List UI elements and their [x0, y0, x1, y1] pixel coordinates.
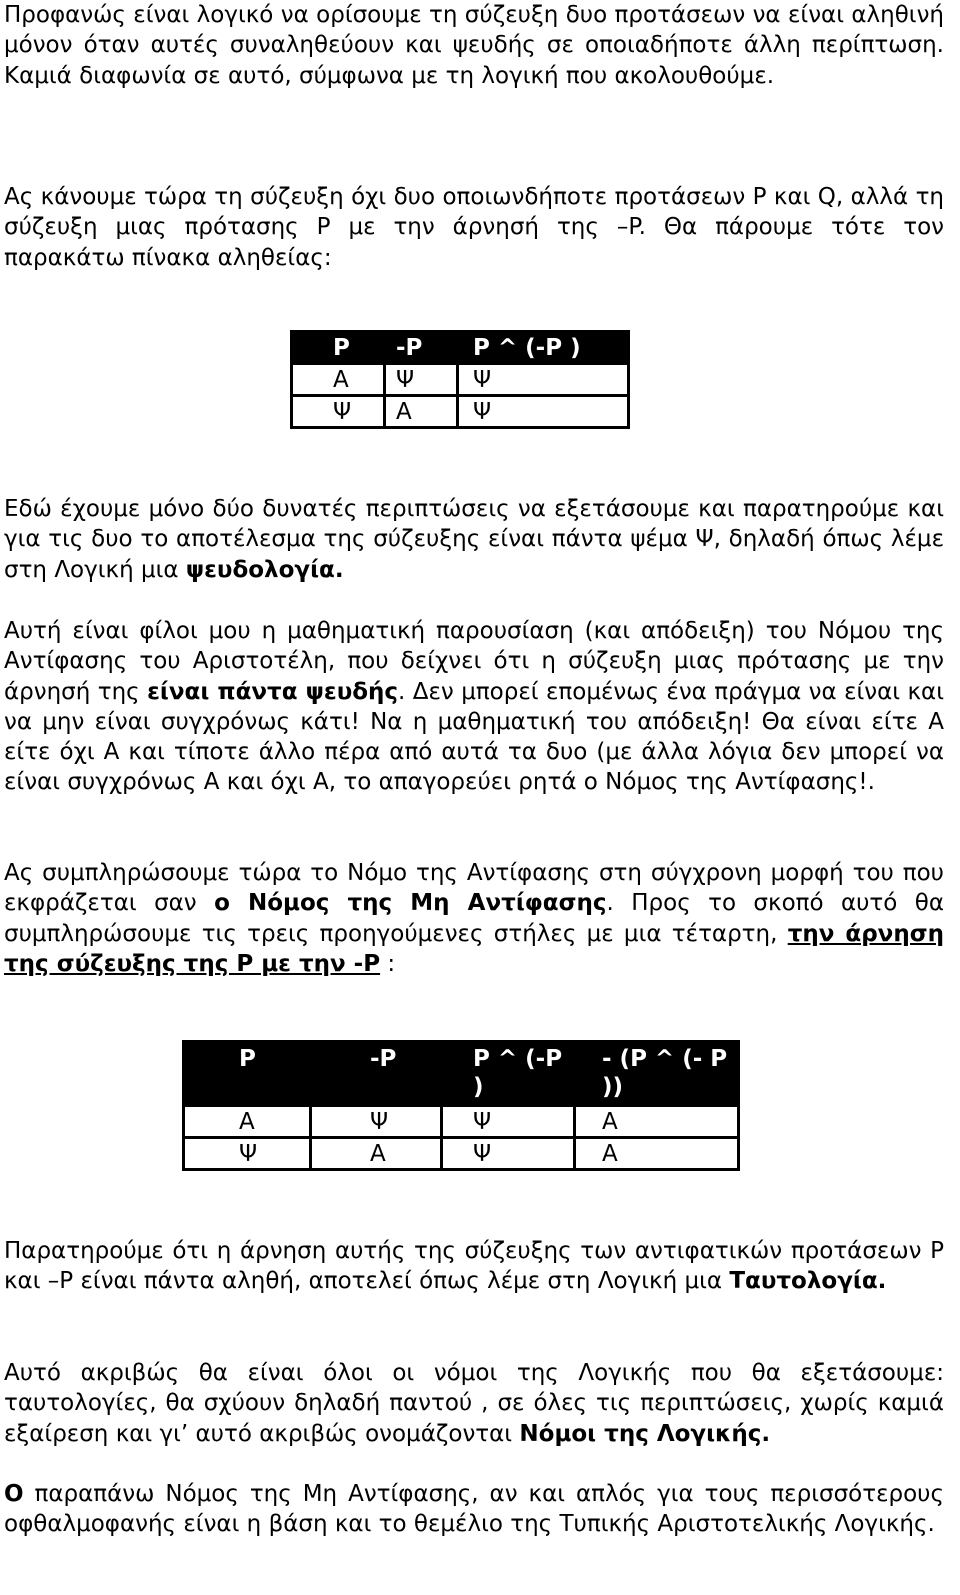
- t1-header-p: P: [292, 332, 385, 364]
- t2-cell: Ψ: [184, 1138, 311, 1170]
- paragraph-7-text: Αυτό ακριβώς θα είναι όλοι οι νόμοι της Λογικής που θα εξετάσουμε: ταυτολογίες, θα σχύουν δηλαδή παντού , σε όλες τις περιπτώσεις, χωρίς καμιά εξαίρεση και γι’ αυτό ακριβώς ονομάζονται: [4, 1360, 944, 1447]
- t1-cell: Α: [385, 396, 458, 428]
- paragraph-5-bold-2: την άρνηση της σύζευξης της P με την -P: [4, 920, 944, 977]
- paragraph-5-bold-1: ο Νόμος της Μη Αντίφασης: [214, 890, 607, 917]
- t2-cell: Ψ: [311, 1106, 442, 1138]
- paragraph-7: [4, 1358, 944, 1449]
- truth-table-1: [290, 330, 630, 429]
- t2-cell: Ψ: [442, 1106, 575, 1138]
- t1-header-not-p: -P: [385, 332, 458, 364]
- table-row: [184, 1106, 739, 1138]
- paragraph-8-text: παραπάνω Νόμος της Μη Αντίφασης, αν και απλός για τους περισσότερους οφθαλμοφανής είναι η βάση και το θεμέλιο της Τυπικής Αριστοτελικής Λογικής.: [4, 1481, 944, 1538]
- paragraph-2: [4, 182, 944, 273]
- paragraph-8-bold: Ο: [4, 1481, 24, 1507]
- paragraph-6-text: Παρατηρούμε ότι η άρνηση αυτής της σύζευξης των αντιφατικών προτάσεων P και –P είναι πάντα αληθή, αποτελεί όπως λέμε στη Λογική μια: [4, 1238, 944, 1295]
- paragraph-3-text: Εδώ έχουμε μόνο δύο δυνατές περιπτώσεις να εξετάσουμε και παρατηρούμε και για τις δυο το αποτέλεσμα της σύζευξης είναι πάντα ψέμα Ψ, δηλαδή όπως λέμε στη Λογική μια: [4, 496, 944, 583]
- truth-table-2: [182, 1040, 740, 1171]
- table-row: [292, 364, 629, 396]
- t1-cell: Ψ: [292, 396, 385, 428]
- t2-header-not-p: -P: [311, 1042, 442, 1106]
- paragraph-6: [4, 1236, 944, 1297]
- t2-cell: Α: [575, 1138, 739, 1170]
- t2-header-negation: - (P ^ (- P )): [575, 1042, 739, 1106]
- table-row: [184, 1138, 739, 1170]
- t1-cell: Ψ: [458, 396, 629, 428]
- paragraph-5-text-3: :: [380, 950, 396, 977]
- paragraph-7-bold: Νόμοι της Λογικής.: [519, 1420, 771, 1447]
- t1-cell: Α: [292, 364, 385, 396]
- paragraph-3-bold: ψευδολογία.: [185, 556, 344, 583]
- paragraph-5-text-1: Ας συμπληρώσουμε τώρα το Νόμο της Αντίφασης στη σύγχρονη μορφή του που εκφράζεται σαν: [4, 860, 944, 917]
- paragraph-4-text-1: Αυτή είναι φίλοι μου η μαθηματική παρουσίαση (και απόδειξη) του Νόμου της Αντίφασης του Αριστοτέλη, που δείχνει ότι η σύζευξη μιας πρότασης με την άρνησή της: [4, 618, 944, 705]
- paragraph-1: [4, 0, 944, 91]
- paragraph-8: [4, 1479, 944, 1540]
- t2-header-p: P: [184, 1042, 311, 1106]
- t2-header-conjunction: P ^ (-P ): [442, 1042, 575, 1106]
- t2-cell: Ψ: [442, 1138, 575, 1170]
- t1-cell: Ψ: [385, 364, 458, 396]
- paragraph-1-text: Προφανώς είναι λογικό να ορίσουμε τη σύζευξη δυο προτάσεων να είναι αληθινή μόνον όταν αυτές συναληθεύουν και ψευδής σε οποιαδήποτε άλλη περίπτωση. Καμιά διαφωνία σε αυτό, σύμφωνα με τη λογική που ακολουθούμε.: [4, 2, 944, 89]
- truth-table-1-header: [292, 332, 629, 364]
- paragraph-5-text-2: . Προς το σκοπό αυτό θα συμπληρώσουμε τις τρεις προηγούμενες στήλες με μια τέταρτη,: [4, 890, 944, 947]
- truth-table-2-header: [184, 1042, 739, 1106]
- paragraph-3: [4, 494, 944, 585]
- t2-cell: Α: [311, 1138, 442, 1170]
- t1-cell: Ψ: [458, 364, 629, 396]
- t1-header-conjunction: P ^ (-P ): [458, 332, 629, 364]
- paragraph-2-text: Ας κάνουμε τώρα τη σύζευξη όχι δυο οποιωνδήποτε προτάσεων P και Q, αλλά τη σύζευξη μιας πρότασης P με την άρνησή της –P. Θα πάρουμε τότε τον παρακάτω πίνακα αληθείας:: [4, 184, 944, 271]
- paragraph-4: [4, 616, 944, 798]
- paragraph-4-bold: είναι πάντα ψευδής: [147, 678, 399, 705]
- paragraph-4-text-2: . Δεν μπορεί επομένως ένα πράγμα να είναι και να μην είναι συγχρόνως κάτι! Να η μαθηματική του απόδειξη! Θα είναι είτε Α είτε όχι Α και τίποτε άλλο πέρα από αυτά τα δυο (με άλλα λόγια δεν μπορεί να είναι συγχρόνως Α και όχι Α, το απαγορεύει ρητά ο Νόμος της Αντίφασης!.: [4, 678, 944, 796]
- t2-cell: Α: [575, 1106, 739, 1138]
- paragraph-5: [4, 858, 944, 979]
- paragraph-6-bold: Ταυτολογία.: [729, 1268, 887, 1295]
- t2-cell: Α: [184, 1106, 311, 1138]
- table-row: [292, 396, 629, 428]
